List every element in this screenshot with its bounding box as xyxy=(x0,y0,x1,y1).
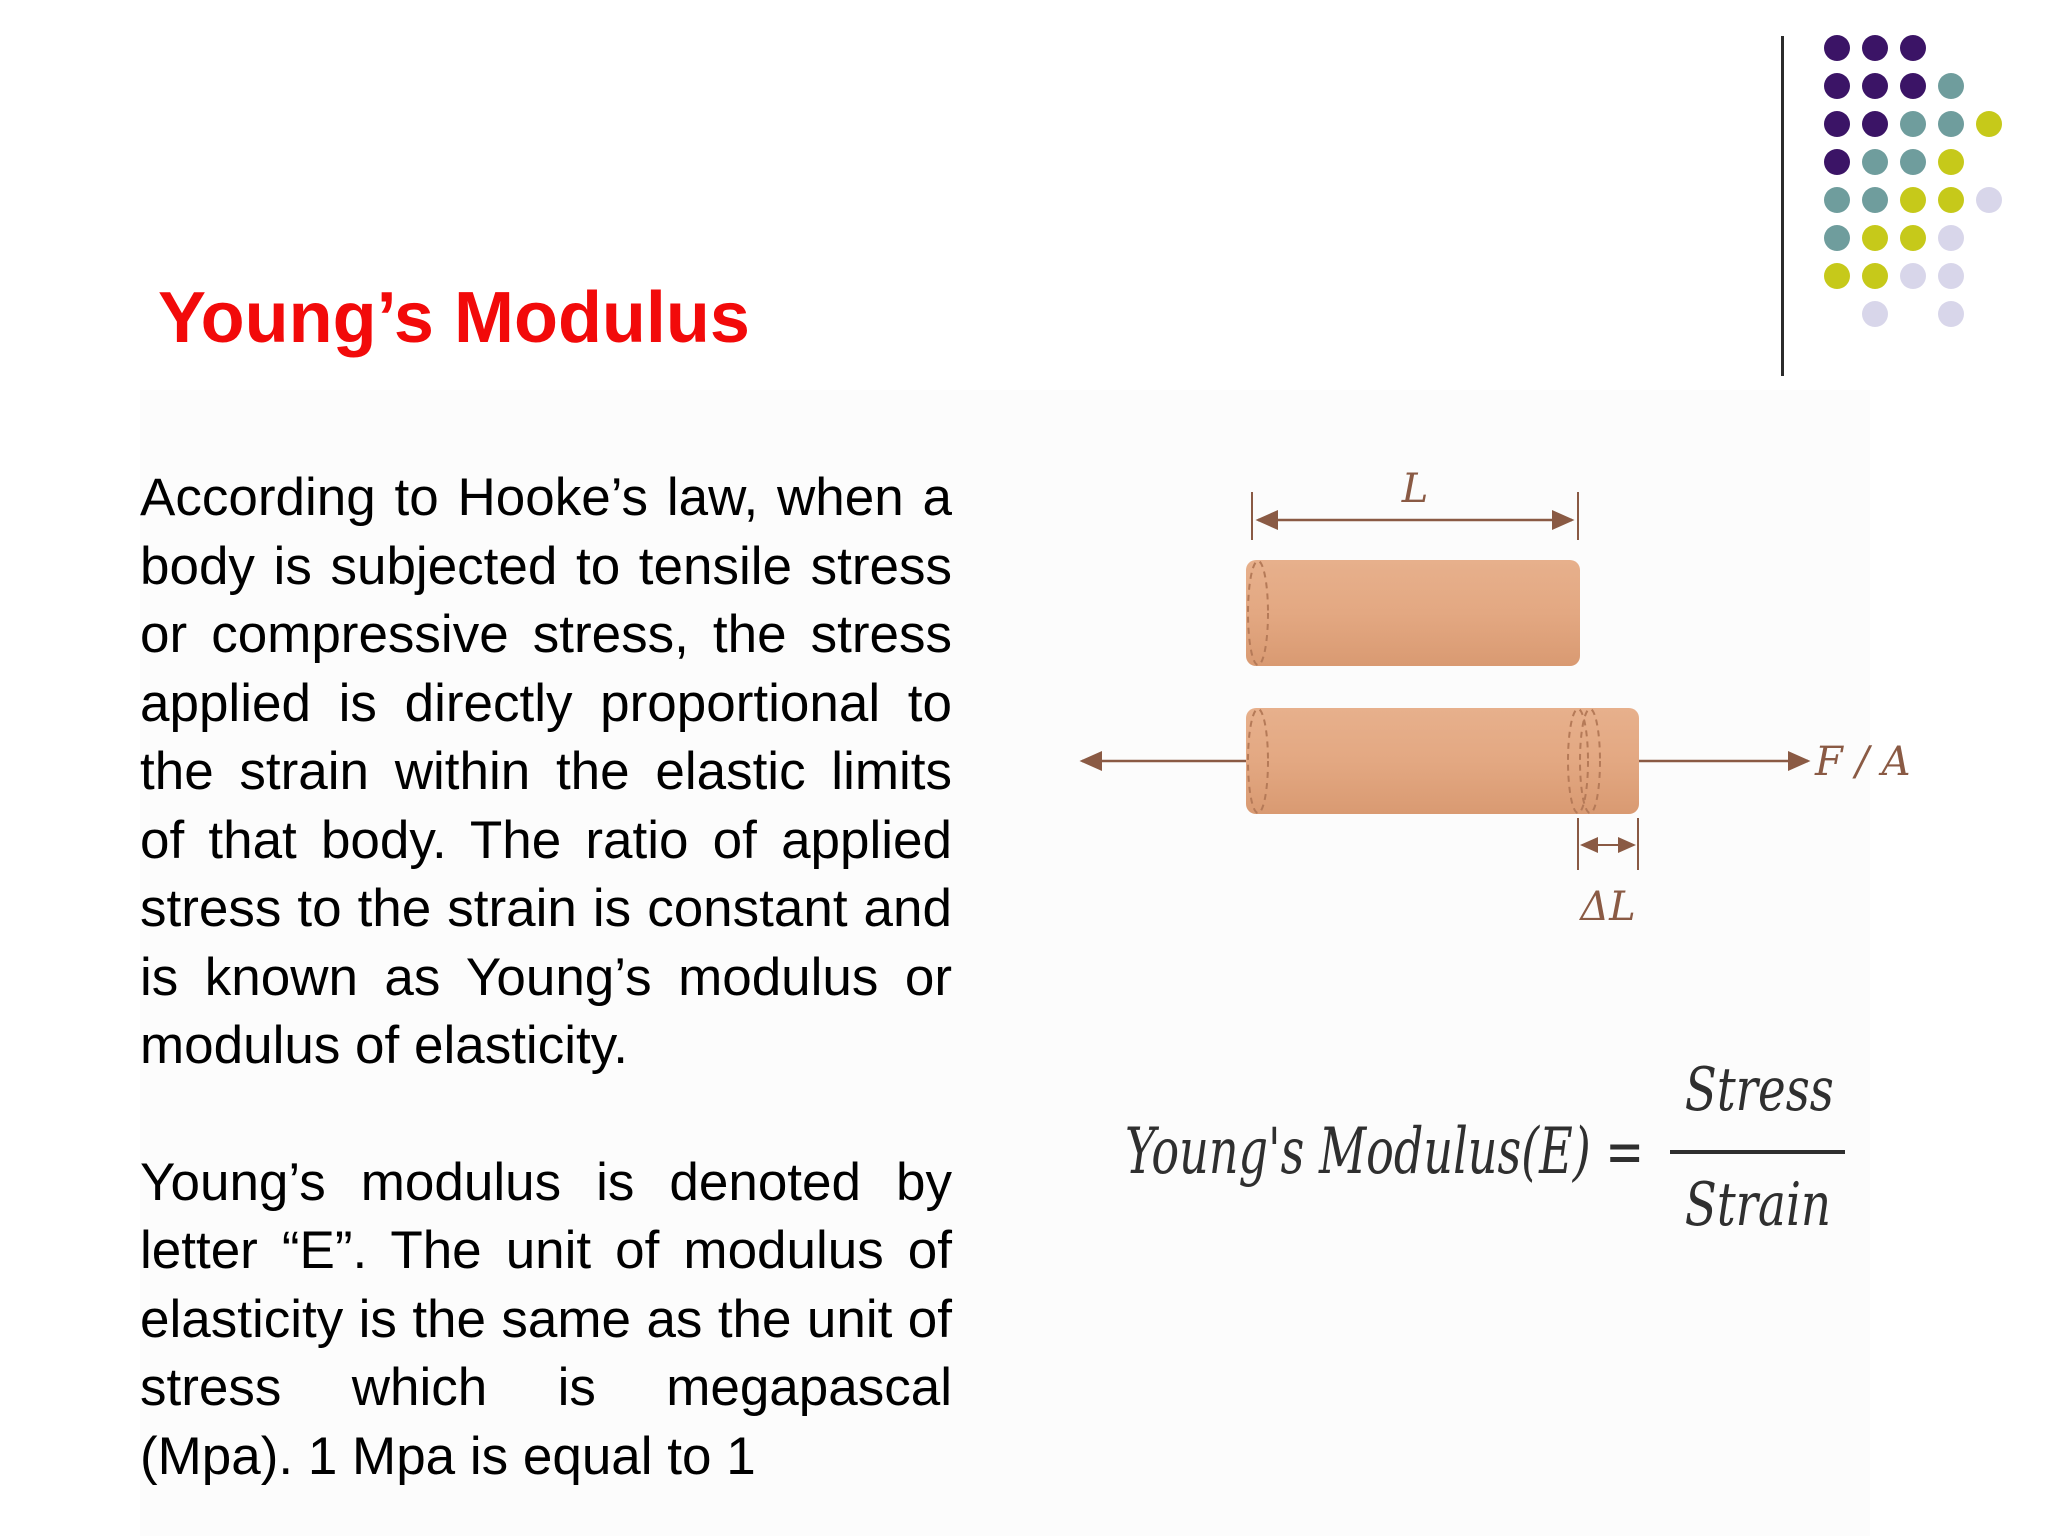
decorative-dot-grid xyxy=(0,0,2048,400)
decorative-dot xyxy=(1824,263,1850,289)
decorative-dot xyxy=(1824,187,1850,213)
youngs-modulus-formula xyxy=(1125,1045,1845,1260)
slide-title: Young’s Modulus xyxy=(158,278,750,358)
force-label: F / A xyxy=(1815,739,1911,785)
decorative-dot xyxy=(1862,73,1888,99)
formula-numerator: Stress xyxy=(1684,1055,1834,1125)
decorative-dot xyxy=(1862,225,1888,251)
formula-denominator: Strain xyxy=(1684,1170,1832,1240)
decorative-dot xyxy=(1938,187,1964,213)
decorative-dot xyxy=(1976,187,2002,213)
decorative-dot xyxy=(1900,263,1926,289)
paragraph-hookes-law: According to Hooke’s law, when a body is subjected to tensile stress or compressive stress, the stress applied is directly proportional to the strain within the elastic limits of that body. The ratio of applied stress to the strain is constant and is known as Young’s modulus or modulus of elasticity. xyxy=(140,468,952,1075)
stretched-rod xyxy=(1246,708,1639,814)
original-rod xyxy=(1246,560,1580,666)
decorative-dot xyxy=(1824,111,1850,137)
paragraph-unit: Young’s modulus is denoted by letter “E”. The unit of modulus of elasticity is the same as the unit of stress which is megapascal (Mpa). 1 Mpa is equal to 1 xyxy=(140,1152,952,1486)
extension-dimension xyxy=(1578,818,1638,930)
decorative-dot xyxy=(1900,73,1926,99)
decorative-dot xyxy=(1938,225,1964,251)
decorative-dot xyxy=(1862,263,1888,289)
decorative-dot xyxy=(1862,187,1888,213)
decorative-dot xyxy=(1938,263,1964,289)
decorative-dot xyxy=(1824,73,1850,99)
decorative-dot xyxy=(1862,301,1888,327)
decorative-dot xyxy=(1938,73,1964,99)
decorative-dot xyxy=(1976,111,2002,137)
formula-lhs: Young's Modulus(E) = xyxy=(1125,1115,1644,1189)
decorative-dot xyxy=(1824,35,1850,61)
decorative-dot xyxy=(1938,301,1964,327)
decorative-dot xyxy=(1900,149,1926,175)
extension-label: ΔL xyxy=(1580,884,1636,930)
decorative-dot xyxy=(1824,225,1850,251)
decorative-dot xyxy=(1862,149,1888,175)
body-text xyxy=(140,464,952,1491)
decorative-dot xyxy=(1862,111,1888,137)
decorative-dot xyxy=(1938,111,1964,137)
rod-extension-diagram xyxy=(1060,450,1911,970)
fraction-bar xyxy=(1670,1150,1845,1154)
decorative-dot xyxy=(1900,111,1926,137)
decorative-dot xyxy=(1900,35,1926,61)
decorative-dot xyxy=(1900,225,1926,251)
length-label: L xyxy=(1401,466,1429,512)
length-dimension xyxy=(1252,466,1578,540)
decorative-dot xyxy=(1824,149,1850,175)
decorative-dot xyxy=(1900,187,1926,213)
decorative-dot xyxy=(1862,35,1888,61)
decorative-dot xyxy=(1938,149,1964,175)
